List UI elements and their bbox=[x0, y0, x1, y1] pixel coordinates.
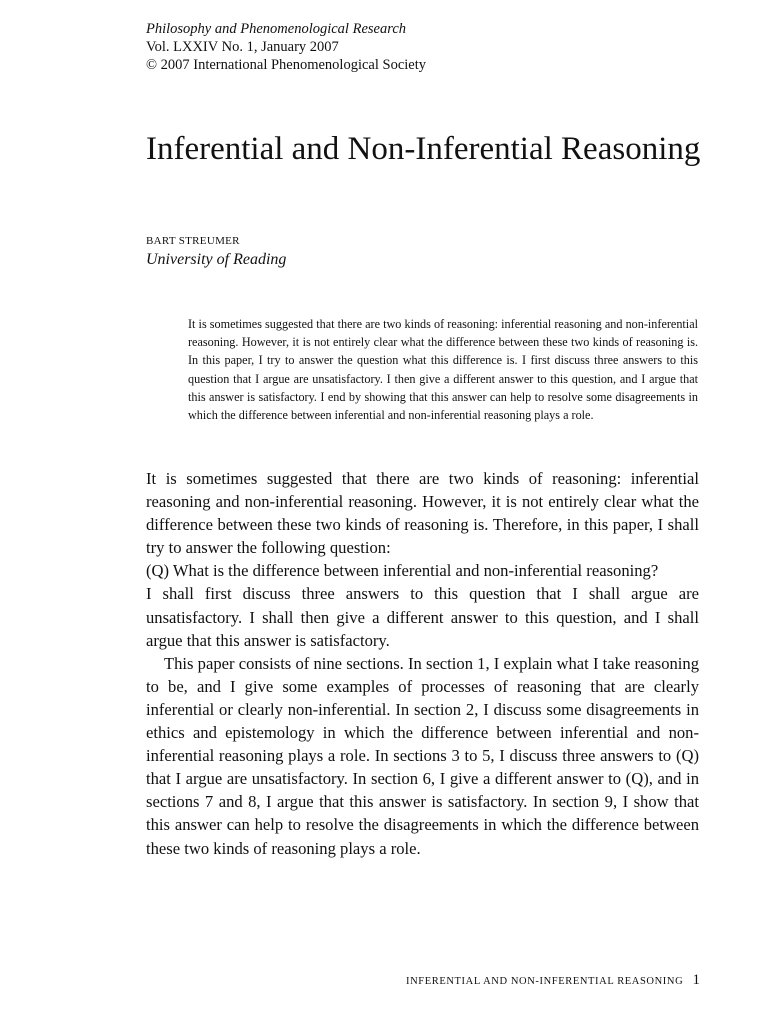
paragraph-outline: This paper consists of nine sections. In section 1, I explain what I take reasoning to be, and I give some examples of processes of reasoning that are clearly inferential or clearly non-inferential. In section 2, I discuss some disagreements in ethics and epistemology in which the difference between inferential and non-inferential reasoning plays a role. In sections 3 to 5, I discuss three answers to (Q) that I argue are unsatisfactory. In section 6, I give a different answer to (Q), and in sections 7 and 8, I argue that this answer is satisfactory. In section 9, I show that this answer can help to resolve the disagreements in which the difference between these two kinds of reasoning plays a role. bbox=[146, 653, 699, 858]
journal-header bbox=[146, 20, 426, 74]
running-head: INFERENTIAL AND NON-INFERENTIAL REASONING bbox=[406, 976, 684, 987]
journal-copyright: © 2007 International Phenomenological Society bbox=[146, 57, 427, 73]
author-affiliation: University of Reading bbox=[146, 251, 287, 268]
paragraph-intro: It is sometimes suggested that there are two kinds of reasoning: inferential reasoning and non-inferential reasoning. However, it is not entirely clear what the difference between these two kinds of reasoning is. Therefore, in this paper, I shall try to answer the following question: bbox=[146, 469, 699, 558]
page-footer bbox=[370, 972, 700, 989]
abstract: It is sometimes suggested that there are two kinds of reasoning: inferential reasoning and non-inferential reasoning. However, it is not entirely clear what the difference between these two kinds of reasoning is. In this paper, I try to answer the question what this difference is. I first discuss three answers to this question that I argue are unsatisfactory. I then give a different answer to this question, and I argue that this answer is satisfactory. I end by showing that this answer can help to resolve some disagreements in which the difference between inferential and non-inferential reasoning plays a role. bbox=[188, 317, 698, 423]
page-number: 1 bbox=[692, 972, 700, 988]
paragraph-answers: I shall first discuss three answers to this question that I shall argue are unsatisfactory. I shall then give a different answer to this question, and I shall argue that this answer is satisfactory. bbox=[146, 584, 699, 650]
article-title: Inferential and Non-Inferential Reasoning bbox=[146, 131, 701, 167]
journal-volume: Vol. LXXIV No. 1, January 2007 bbox=[146, 39, 339, 55]
body-text bbox=[146, 467, 699, 860]
author-name: BART STREUMER bbox=[146, 235, 240, 247]
research-question: (Q) What is the difference between inferential and non-inferential reasoning? bbox=[146, 561, 659, 581]
journal-name: Philosophy and Phenomenological Research bbox=[146, 21, 407, 37]
